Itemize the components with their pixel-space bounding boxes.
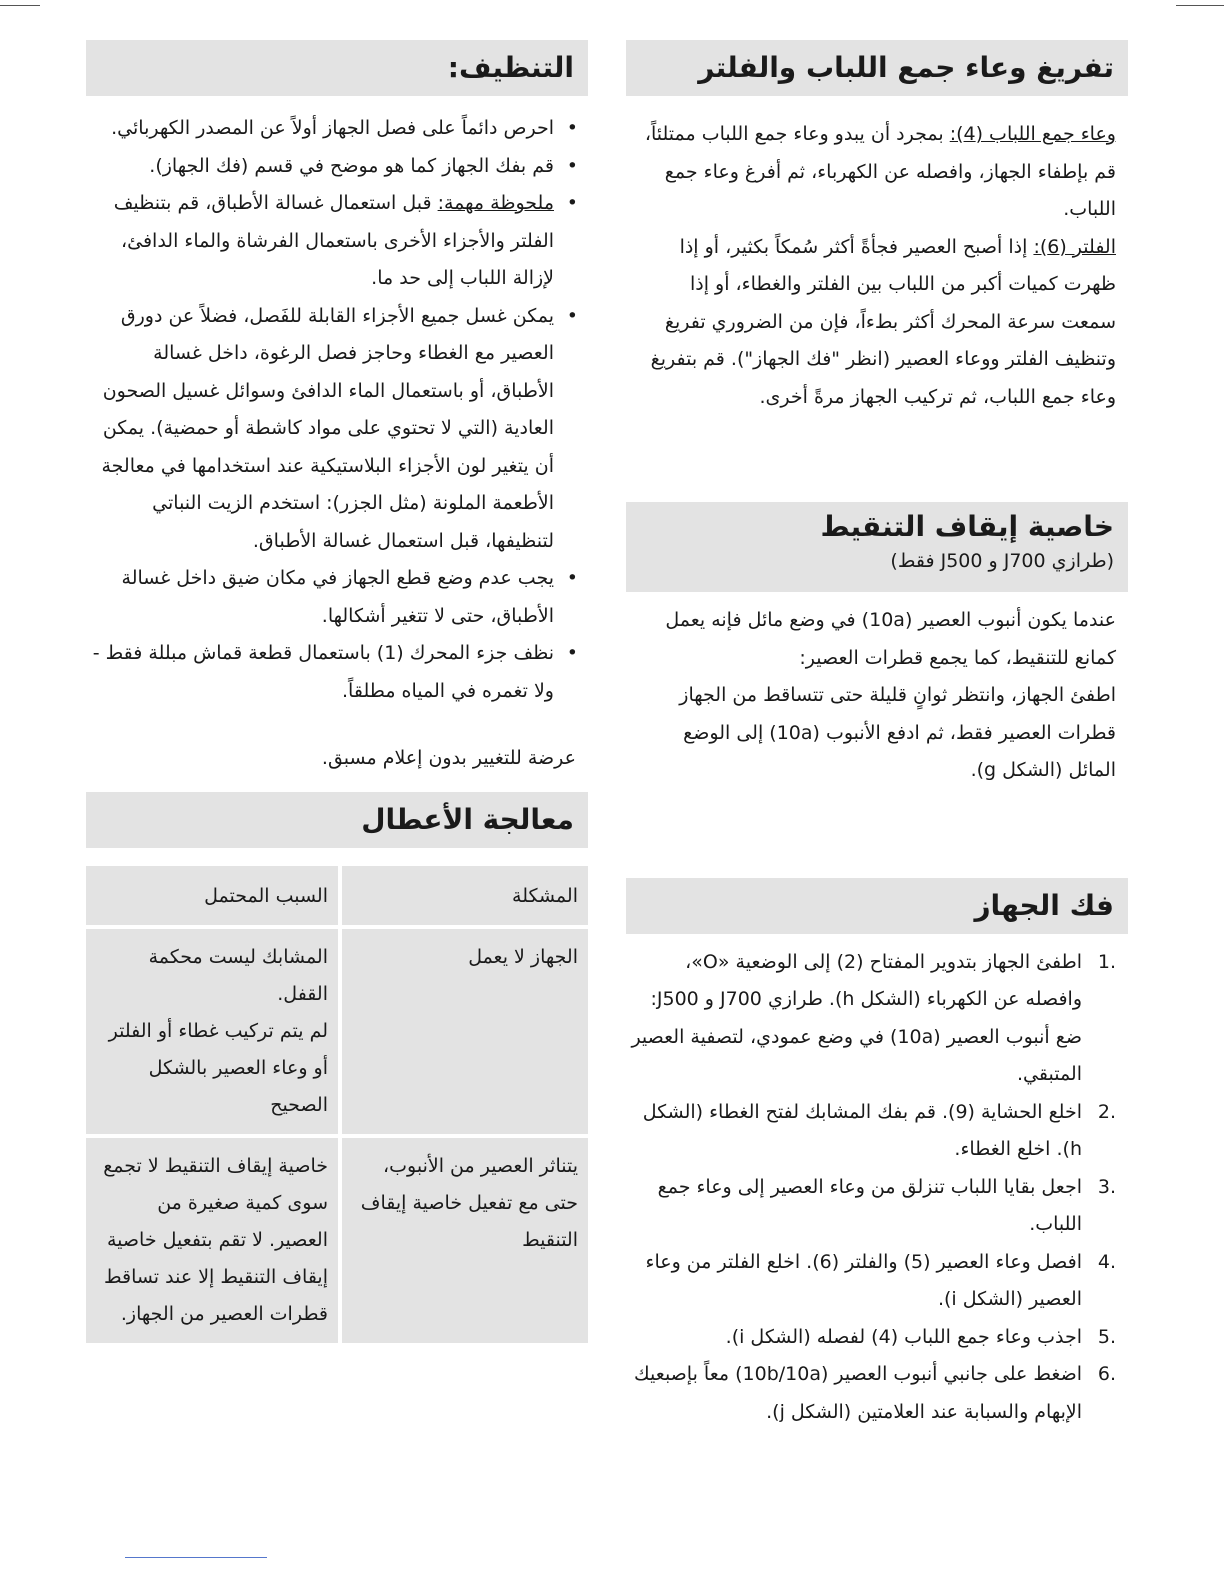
disassembly-step bbox=[626, 944, 1128, 1094]
troubleshooting-title: معالجة الأعطال bbox=[361, 802, 574, 836]
cleaning-bullet: • يمكن غسل جميع الأجزاء القابلة للفَصل، فضلاً عن دورق العصير مع الغطاء وحاجز فصل الرغوة، داخل غسالة الأطباق، أو باستعمال الماء الدافئ وسوائل غسيل الصحون العادية (التي لا تحتوي على مواد كاشطة أو حمضية). يمكن أن يتغير لون الأجزاء البلاستيكية عند استخدامها في معالجة الأطعمة الملونة (مثل الجزر): استخدم الزيت النباتي لتنظيفها، قبل استعمال غسالة الأطباق. bbox=[86, 298, 584, 561]
drip-stop-subtitle: (طرازي J700 و J500 فقط) bbox=[890, 550, 1114, 572]
step-number: 6. bbox=[1097, 1363, 1116, 1385]
step-text: اضغط على جانبي أنبوب العصير (10b/10a) معاً بإصبعيك الإبهام والسبابة عند العلامتين (الشكل j). bbox=[634, 1363, 1082, 1423]
cleaning-bullet: • احرص دائماً على فصل الجهاز أولاً عن المصدر الكهربائي. bbox=[86, 110, 584, 148]
important-note-text: قبل استعمال غسالة الأطباق، قم بتنظيف الفلتر والأجزاء الأخرى باستعمال الفرشاة والماء الدافئ، لإزالة اللباب إلى حد ما. bbox=[113, 192, 554, 289]
footer-rule bbox=[125, 1557, 267, 1558]
step-text: اخلع الحشاية (9). قم بفك المشابك لفتح الغطاء (الشكل h). اخلع الغطاء. bbox=[642, 1100, 1082, 1160]
drip-stop-paragraph-1: عندما يكون أنبوب العصير (10a) في وضع مائل فإنه يعمل كمانع للتنقيط، كما يجمع قطرات العصير: bbox=[665, 609, 1116, 669]
pulp-container-label: وعاء جمع اللباب (4): bbox=[949, 123, 1116, 145]
disassembly-step bbox=[626, 1169, 1128, 1244]
drip-stop-paragraph-2: اطفئ الجهاز، وانتظر ثوانٍ قليلة حتى تتساقط من الجهاز قطرات العصير فقط، ثم ادفع الأنبوب (10a) إلى الوضع المائل (الشكل g). bbox=[679, 684, 1116, 781]
pulp-container-text: بمجرد أن يبدو وعاء جمع اللباب ممتلئاً، قم بإطفاء الجهاز، وافصله عن الكهرباء، ثم أفرغ وعاء جمع اللباب. bbox=[644, 123, 1116, 220]
left-column bbox=[86, 40, 588, 1343]
problem-cell: يتناثر العصير من الأنبوب، حتى مع تفعيل خاصية إيقاف التنقيط bbox=[338, 1138, 588, 1343]
disassembly-step bbox=[626, 1244, 1128, 1319]
disassembly-header bbox=[626, 878, 1128, 934]
cleaning-list bbox=[86, 110, 588, 710]
filter-paragraph bbox=[626, 229, 1128, 417]
cleaning-bullet: • نظف جزء المحرك (1) باستعمال قطعة قماش مبللة فقط - ولا تغمره في المياه مطلقاً. bbox=[86, 635, 584, 710]
right-column bbox=[626, 40, 1128, 1431]
troubleshooting-table bbox=[86, 866, 588, 1343]
crop-mark-right bbox=[1176, 5, 1224, 6]
filter-text: إذا أصبح العصير فجأةً أكثر سُمكاً بكثير، أو إذا ظهرت كميات أكبر من اللباب بين الفلتر والغطاء، أو إذا سمعت سرعة المحرك أكثر بطءاً، فإن من الضروري تفريغ وتنظيف الفلتر ووعاء العصير (انظر "فك الجهاز"). قم بتفريغ وعاء جمع اللباب، ثم تركيب الجهاز مرةً أخرى. bbox=[650, 235, 1116, 408]
disassembly-step bbox=[626, 1319, 1128, 1357]
important-note-label: ملحوظة مهمة: bbox=[437, 192, 554, 214]
step-number: 4. bbox=[1097, 1250, 1116, 1273]
table-header-row bbox=[86, 866, 588, 929]
cleaning-bullet: • قم بفك الجهاز كما هو موضح في قسم (فك الجهاز). bbox=[86, 148, 584, 186]
cleaning-bullet bbox=[86, 185, 584, 298]
empty-section-header bbox=[626, 40, 1128, 96]
empty-section-title: تفريغ وعاء جمع اللباب والفلتر bbox=[698, 51, 1114, 84]
cause-cell: المشابك ليست محكمة القفل. لم يتم تركيب غطاء أو الفلتر أو وعاء العصير بالشكل الصحيح bbox=[86, 929, 338, 1138]
step-text: اجعل بقايا اللباب تنزلق من وعاء العصير إلى وعاء جمع اللباب. bbox=[657, 1175, 1082, 1235]
table-row bbox=[86, 1138, 588, 1343]
subject-to-change-note: عرضة للتغيير بدون إعلام مسبق. bbox=[321, 747, 576, 769]
step-number: 1. bbox=[1097, 950, 1116, 973]
step-text: اطفئ الجهاز بتدوير المفتاح (2) إلى الوضعية «O»، وافصله عن الكهرباء (الشكل h). طرازي J700 و J500: ضع أنبوب العصير (10a) في وضع عمودي، لتصفية العصير المتبقي. bbox=[631, 950, 1082, 1085]
step-text: افصل وعاء العصير (5) والفلتر (6). اخلع الفلتر من وعاء العصير (الشكل i). bbox=[645, 1250, 1082, 1310]
step-number: 2. bbox=[1097, 1100, 1116, 1123]
cause-column-header: السبب المحتمل bbox=[86, 866, 338, 929]
cleaning-header bbox=[86, 40, 588, 96]
cleaning-bullet: • يجب عدم وضع قطع الجهاز في مكان ضيق داخل غسالة الأطباق، حتى لا تتغير أشكالها. bbox=[86, 560, 584, 635]
table-row bbox=[86, 929, 588, 1138]
crop-mark-left bbox=[0, 5, 40, 6]
step-number: 3. bbox=[1097, 1175, 1116, 1198]
filter-label: الفلتر (6): bbox=[1033, 235, 1116, 258]
step-number: 5. bbox=[1097, 1325, 1116, 1348]
problem-cell: الجهاز لا يعمل bbox=[338, 929, 588, 1138]
disassembly-step bbox=[626, 1356, 1128, 1431]
pulp-container-paragraph bbox=[626, 116, 1128, 229]
disassembly-steps bbox=[626, 944, 1128, 1432]
drip-stop-title: خاصية إيقاف التنقيط bbox=[820, 510, 1114, 543]
cleaning-title: التنظيف: bbox=[447, 51, 574, 84]
disassembly-title: فك الجهاز bbox=[974, 888, 1114, 922]
cause-cell: خاصية إيقاف التنقيط لا تجمع سوى كمية صغيرة من العصير. لا تقم بتفعيل خاصية إيقاف التنقيط إلا عند تساقط قطرات العصير من الجهاز. bbox=[86, 1138, 338, 1343]
step-text: اجذب وعاء جمع اللباب (4) لفصله (الشكل i). bbox=[725, 1325, 1082, 1348]
disassembly-step bbox=[626, 1094, 1128, 1169]
problem-column-header: المشكلة bbox=[338, 866, 588, 929]
troubleshooting-header bbox=[86, 792, 588, 848]
drip-stop-header bbox=[626, 502, 1128, 592]
